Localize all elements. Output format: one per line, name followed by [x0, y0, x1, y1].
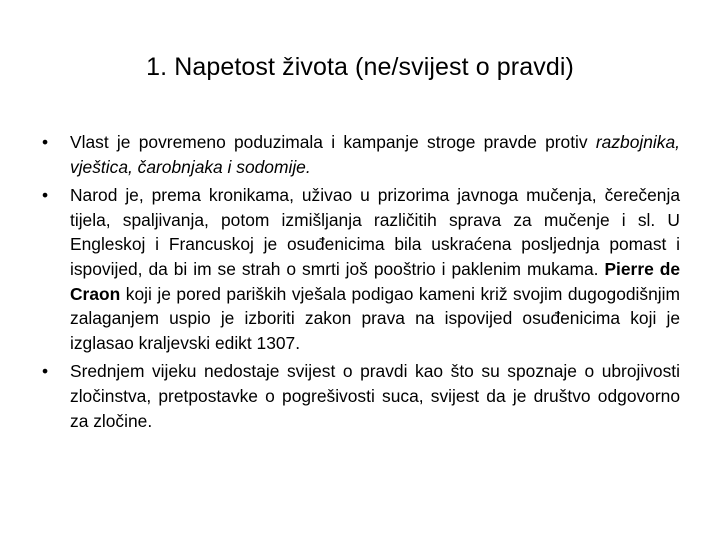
- bullet-list: [40, 130, 680, 437]
- bullet-italic-text: razbojnika, vještica, čarobnjaka i sodomije.: [70, 132, 680, 177]
- bullet-text-continued: koji je pored pariških vješala podigao kameni križ svojim dugogodišnjim zalaganjem uspio je izboriti zakon prava na ispovijed osuđenicima koji je izglasao kraljevski edikt 1307.: [70, 283, 680, 353]
- bullet-bold-name: Pierre de Craon: [70, 258, 681, 304]
- bullet-icon: •: [42, 185, 49, 206]
- bullet-text: Vlast je povremeno poduzimala i kampanje stroge pravde protiv: [70, 132, 596, 152]
- bullet-item-2: [40, 183, 680, 355]
- bullet-icon: •: [42, 361, 49, 382]
- bullet-icon: •: [42, 132, 49, 152]
- bullet-item-3: [40, 359, 680, 433]
- bullet-text: Srednjem vijeku nedostaje svijest o pravdi kao što su spoznaje o ubrojivosti zločinstva, pretpostavke o pogrešivosti suca, svijest da je društvo odgovorno za zločine.: [70, 361, 680, 431]
- bullet-item-1: [40, 130, 680, 179]
- slide-title: 1. Napetost života (ne/svijest o pravdi): [146, 53, 574, 81]
- bullet-text: Narod je, prema kronikama, uživao u prizorima javnoga mučenja, čerečenja tijela, spaljivanja, potom izmišljanja različitih sprava za mučenje i sl. U Engleskoj i Francuskoj je osuđenicima bila uskraćena posljednja pomast i ispovijed, da bi im se strah o smrti još pooštrio i paklenim mukama.: [70, 185, 680, 279]
